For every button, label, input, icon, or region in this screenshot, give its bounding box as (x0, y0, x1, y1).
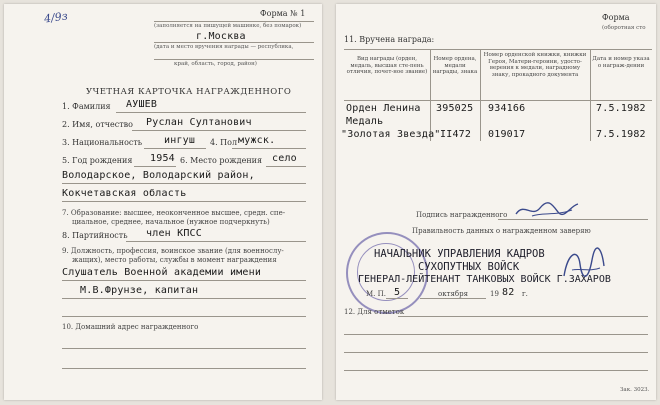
row1-award: Орден Ленина (346, 103, 421, 114)
row2-award: Медаль (346, 116, 384, 127)
place-note-1: (дата и место вручения награды — республика, (154, 44, 294, 50)
education-label: 7. Образование: высшее, неоконченное высшее, средн. спе- (62, 209, 286, 217)
party-label: 8. Партийность (62, 231, 128, 240)
official-signature (558, 242, 608, 288)
corner-handwritten-mark: 4/9з (43, 9, 69, 26)
issue-year-prefix: 19 (490, 290, 499, 298)
position-value-1: Слушатель Военной академии имени (62, 267, 262, 278)
position-label: 9. Должность, профессия, воинское звание (для военнослу- (62, 247, 284, 255)
signer-title-line1: НАЧАЛЬНИК УПРАВЛЕНИЯ КАДРОВ (374, 248, 545, 260)
issue-year-suffix: г. (522, 290, 528, 298)
name-label: 2. Имя, отчество (62, 120, 133, 129)
place-note-2: край, область, город, район) (174, 61, 257, 67)
left-page (4, 4, 322, 400)
form-number-label: Форма № 1 (260, 9, 306, 18)
recipient-signature-label: Подпись награжденного (416, 211, 508, 219)
signer-title-line3: ГЕНЕРАЛ-ЛЕЙТЕНАНТ ТАНКОВЫХ ВОЙСК Г.ЗАХАРОВ (358, 274, 611, 285)
back-side-note: (оборотная сто (602, 25, 646, 31)
card-title: УЧЕТНАЯ КАРТОЧКА НАГРАЖДЕННОГО (86, 87, 292, 97)
nationality-value: ингуш (164, 135, 196, 146)
row1-number: 395025 (436, 103, 474, 114)
row1-book: 934166 (488, 103, 526, 114)
gender-value: мужск. (238, 135, 276, 146)
surname-label: 1. Фамилия (62, 102, 111, 111)
birth-place-line3: Кокчетавская область (62, 188, 187, 199)
row3-number: II472 (440, 129, 472, 140)
position-note: жащих), место работы, службы в момент награждения (72, 256, 277, 264)
birth-place-line2: Володарское, Володарский район, (62, 170, 255, 181)
verification-text: Правильность данных о награжденном заверяю (412, 227, 591, 235)
awards-section-label: 11. Вручена награда: (344, 35, 435, 44)
signer-title-line2: СУХОПУТНЫХ ВОЙСК (418, 261, 520, 273)
stamp-place-label: М. П. (366, 290, 386, 298)
party-value: член КПСС (146, 228, 202, 239)
row3-book: 019017 (488, 129, 526, 140)
birth-place-label: 6. Место рождения (180, 156, 263, 165)
header-book-number: Номер орденской книжки, книжки Героя, Матери-героини, удосто-верения к медали, наградному знаку, прокадного документа (483, 52, 587, 78)
header-award-type: Вид награды (орден, медаль, высшая сте-пень отличия, почет-ное звание) (346, 56, 428, 76)
gender-label: 4. Пол (210, 138, 238, 147)
education-options: циальное, среднее, начальное (нужное подчеркнуть) (72, 218, 270, 226)
official-stamp (346, 232, 428, 314)
issue-day: 5 (394, 287, 401, 298)
form-label-back: Форма (602, 13, 630, 22)
birth-year-label: 5. Год рождения (62, 156, 133, 165)
header-award-number: Номер ордена, медали награды, знака (432, 56, 478, 76)
right-page (336, 4, 656, 400)
issue-month: октября (438, 290, 468, 298)
position-value-2: М.В.Фрунзе, капитан (80, 285, 199, 296)
row3-award: "Золотая Звезда" (341, 129, 441, 140)
birth-place-value: село (272, 153, 297, 164)
award-place-value: г.Москва (196, 31, 246, 42)
notes-section-label: 12. Для отметок (344, 308, 405, 316)
row3-date: 7.5.1982 (596, 129, 646, 140)
row1-date: 7.5.1982 (596, 103, 646, 114)
print-order-number: Зак. 3023. (620, 387, 650, 393)
fill-note: (заполняется на пишущей машинке, без помарок) (154, 23, 302, 29)
name-value: Руслан Султанович (146, 117, 252, 128)
header-decree-date: Дата и номер указа о награж-дении (592, 56, 650, 69)
nationality-label: 3. Национальность (62, 138, 143, 147)
issue-year: 82 (502, 287, 515, 298)
birth-year-value: 1954 (150, 153, 175, 164)
surname-value: АУШЕВ (126, 99, 158, 110)
home-address-label: 10. Домашний адрес награжденного (62, 323, 199, 331)
